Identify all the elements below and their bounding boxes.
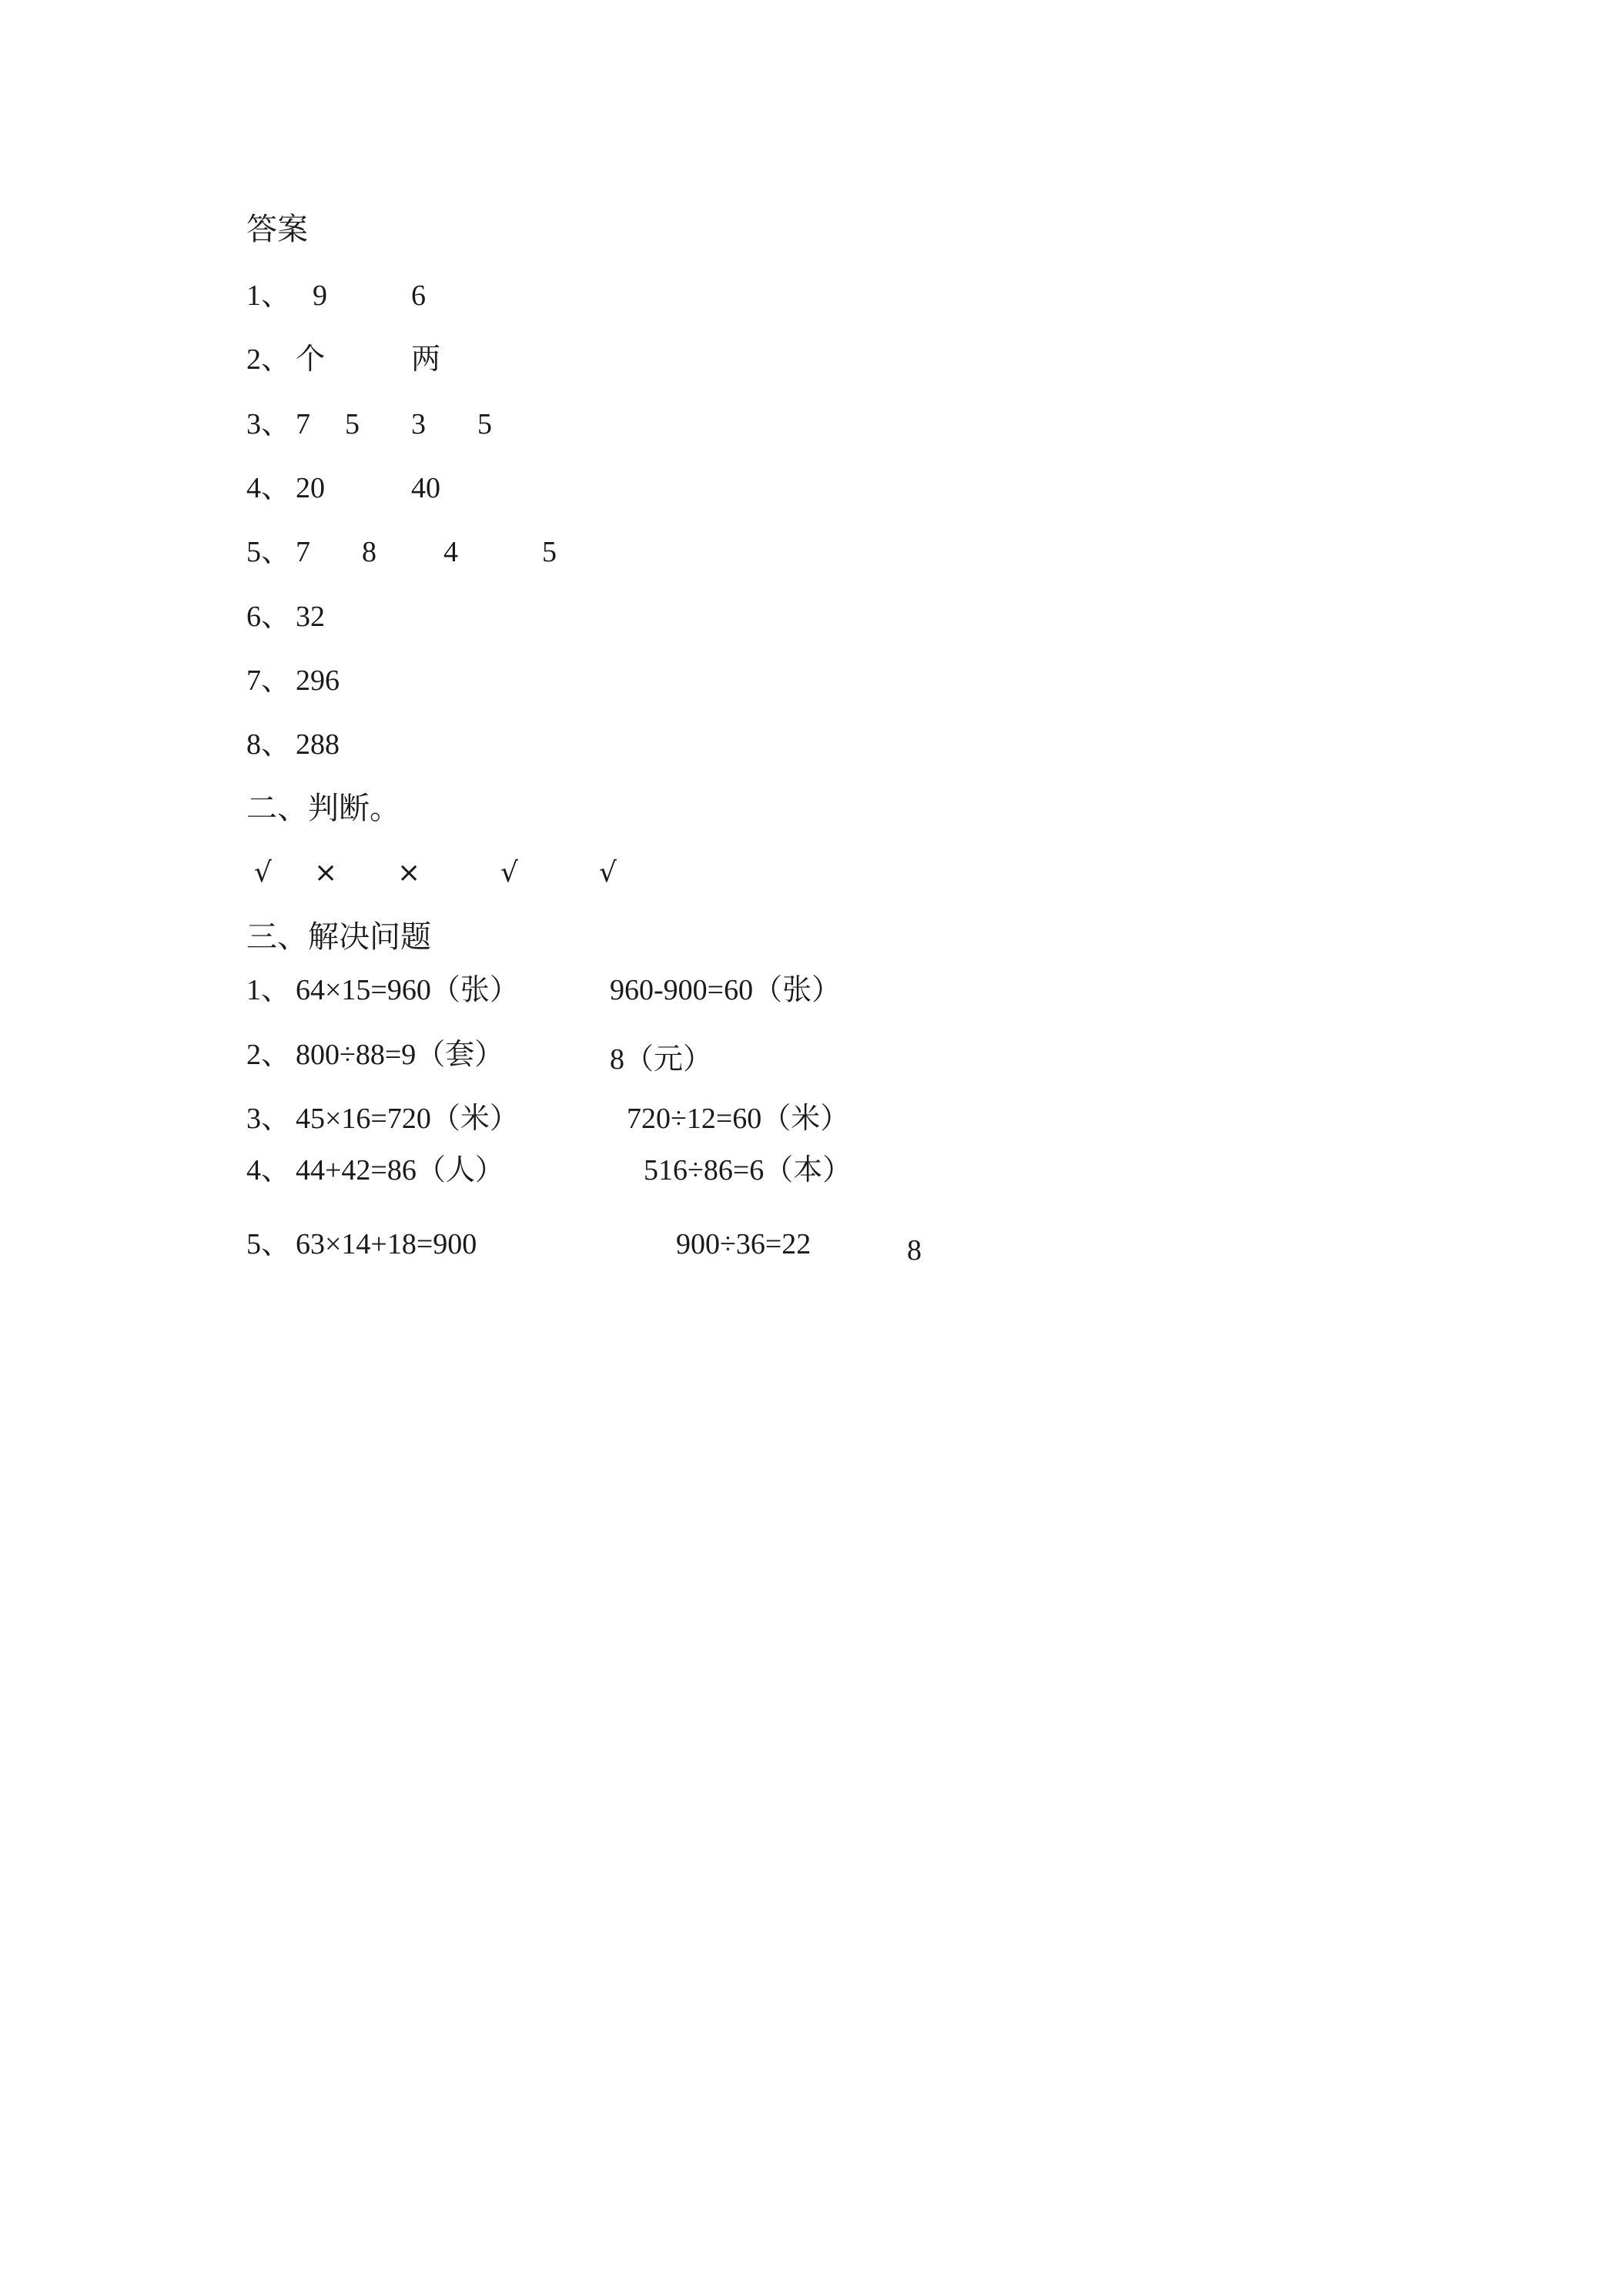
solution-step: 516÷86=6（本）	[644, 1154, 852, 1186]
page-title: 答案	[246, 212, 308, 246]
item-number: 4、	[246, 472, 291, 504]
item-number: 1、	[246, 974, 291, 1006]
check-mark: √	[599, 857, 617, 889]
answer: 7	[296, 408, 310, 440]
answer: 32	[296, 601, 325, 633]
solve-item-5	[246, 1226, 922, 1448]
item-number: 1、	[246, 279, 291, 312]
item-number: 7、	[246, 664, 291, 697]
item-number: 4、	[246, 1154, 291, 1186]
section-heading-solve: 三、解决问题	[246, 919, 431, 954]
item-number: 3、	[246, 1103, 291, 1135]
item-number: 2、	[246, 1039, 291, 1071]
item-number: 8、	[246, 728, 291, 761]
solution-step: 45×16=720（米）	[296, 1103, 519, 1135]
answer: 两	[411, 343, 441, 376]
item-number: 3、	[246, 408, 291, 440]
answer: 20	[296, 472, 325, 504]
solution-step: 8（元）	[610, 1043, 713, 1076]
answer: 296	[296, 664, 340, 697]
answer: 40	[411, 472, 440, 504]
answer: 288	[296, 728, 340, 761]
solution-step: 900÷36=22	[676, 1228, 812, 1260]
answer: 7	[296, 536, 310, 568]
item-number: 5、	[246, 1228, 291, 1260]
answer: 6	[411, 279, 426, 312]
solution-step: 720÷12=60（米）	[627, 1103, 850, 1135]
answer: 3	[411, 408, 426, 440]
answer: 5	[345, 408, 360, 440]
solution-step: 800÷88=9（套）	[296, 1039, 504, 1071]
answer: 8	[362, 536, 376, 568]
check-mark: √	[500, 857, 518, 889]
solution-step: 63×14+18=900	[296, 1228, 477, 1260]
solution-step: 64×15=960（张）	[296, 974, 519, 1006]
item-number: 2、	[246, 343, 291, 376]
answer: 5	[542, 536, 557, 568]
solution-step: 960-900=60（张）	[610, 974, 842, 1006]
cross-mark: ×	[314, 857, 338, 889]
cross-mark: ×	[397, 857, 421, 889]
answer: 5	[477, 408, 492, 440]
section-heading-judge: 二、判断。	[246, 791, 400, 825]
item-number: 5、	[246, 536, 291, 568]
item-number: 6、	[246, 601, 291, 633]
answer: 9	[313, 279, 327, 312]
answer: 个	[296, 343, 326, 376]
solution-step: 44+42=86（人）	[296, 1154, 504, 1186]
check-mark: √	[254, 857, 272, 889]
answer: 4	[443, 536, 458, 568]
solution-step: 8	[907, 1234, 922, 1267]
